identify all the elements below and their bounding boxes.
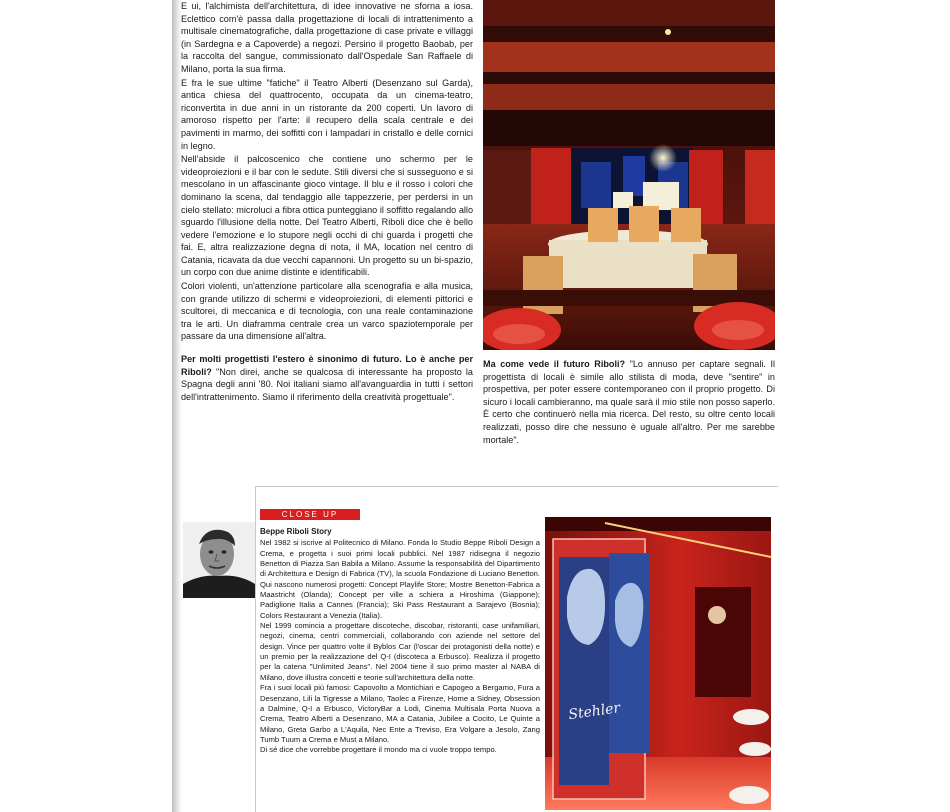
interview-question-2: Ma come vede il futuro Riboli? (483, 359, 626, 369)
beppe-riboli-portrait (183, 522, 255, 598)
interview-answer-2: "Lo annuso per captare segnali. Il progettista di locali è simile allo stilista di moda, deve "sentire" in prospettiva, per poter essere contemporaneo con il proprio progetto. Di sicuro i locali cambieranno, ma quale sarà il mio stile non posso saperlo. È certo che continuerò nella mia ricerca. Del resto, su oltre cento locali realizzati, posso dire che nessuno è uguale all'altro. Per me sarebbe mortale". (483, 359, 776, 445)
poster-signature: Stehler (567, 700, 622, 724)
bio-paragraph: Nel 1999 comincia a progettare discoteche, discobar, ristoranti, case unifamiliari, negozi, cinema, centri commerciali, collaborando con aziende nel settore del design. Vince per quattro volte il Byblos Car (l'oscar dei protagonisti della notte) e un premio per la realizzazione del Q-I (discoteca a Erbusco). Realizza il progetto per la catena "Unlimited Jeans". Nel 2004 tiene il suo primo master al NABA di Milano, dove illustra concetti e teorie sull'architettura della notte. (260, 621, 540, 682)
interview-exchange-1 (181, 353, 473, 403)
article-left-column (181, 0, 473, 404)
club-interior-photo (545, 517, 771, 810)
article-paragraph: Colori violenti, un'attenzione particolare alla scenografia e alla musica, con grande utilizzo di schermi e videoproiezioni, di elementi pittorici e scultorei, di meccanica e di tecnologia, con una reale contaminazione tra le arti. Un diaframma centrale crea un varco spaziotemporale per passare da una dimensione all'altra. (181, 281, 473, 342)
article-paragraph: E ui, l'alchimista dell'architettura, di idee innovative ne sforna a iosa. Eclettico com'è passa dalla progettazione di locali di intrattenimento a multisale cinematografiche, dalla progettazione di case private e villaggi (in Sardegna e a Capoverde) a negozi. Persino il progetto Baobab, per la raccolta del sangue, commissionato dall'Ospedale San Raffaele di Milano, porta la sua firma. (181, 1, 473, 74)
bio-paragraph: Fra i suoi locali più famosi: Capovolto a Montichiari e Capogeo a Bergamo, Fura a Desenzano, Lili la Tigresse a Milano, Taolec a Firenze, Home a Sidney, Obsession a Dalmine, Q-I a Erbusco, VictoryBar a Lodi, Cinema Multisala Porta Nuova a Crema, Teatro Alberti a Desenzano, MA a Catania, Jubilee a Cocito, Le Quinte a Milano, Greta Garbo a L'Aquila, Nec Ente a Treviso, Era Volgare a Jesolo, Zang Tumb Tuum a Crema e Must a Milano. (260, 683, 540, 744)
close-up-bio (260, 527, 540, 756)
bio-title: Beppe Riboli Story (260, 527, 332, 536)
bio-paragraph: Di sé dice che vorrebbe progettare il mondo ma ci vuole troppo tempo. (260, 745, 497, 755)
box-left-rule (255, 486, 256, 812)
close-up-label: CLOSE UP (260, 509, 360, 520)
interview-answer-1: "Non direi, anche se qualcosa di interessante ha proposto la Spagna degli anni '80. Noi italiani siamo all'avanguardia in tutti i settori dell'intrattenimento. Siamo il riferimento della creatività progettuale". (181, 366, 473, 402)
bio-paragraph: Nel 1982 si iscrive al Politecnico di Milano. Fonda lo Studio Beppe Riboli Design a Crema, e progetta i suoi primi locali pubblici. Nel 1987 ridisegna il negozio Benetton di Piazza San Babila a Milano. Assume la responsabilità del Dipartimento di Architettura e Design di Fabrica (TV), la scuola Fondazione di Luciano Benetton. Qui nascono numerosi progetti: Concept Playlife Store; Mostre Benetton-Fabrica a Maastricht (Olanda); Concept per ville a schiera a Hiroshima (Giappone); Padiglione Italia a Cannes (Francia); Ski Pass Restaurant a Sarajevo (Bosnia); Colors Restaurant a Venezia (Italia). (260, 538, 540, 620)
box-top-rule (256, 486, 778, 487)
article-right-column (483, 358, 775, 446)
teatro-alberti-photo (483, 0, 775, 350)
article-paragraph: Nell'abside il palcoscenico che contiene uno schermo per le videoproiezioni e il bar con le sedute. Stili diversi che si susseguono e si mescolano in un affascinante gioco vintage. Il blu e il rosso i colori che dominano la scena, dal tendaggio alle tappezzerie, per perdersi in un cielo stellato: microluci a fibra ottica punteggiano il soffitto regalando allo sguardo l'illusione della notte. Del Teatro Alberti, Riboli dice che è bello vedere l'emozione e lo stupore negli occhi di chi guarda i progetti che fai. E, altra realizzazione degna di nota, il MA, location nel centro di Catania, ricavata da due vecchi capannoni. Un progetto su un bi-spazio, un corpo con due anime distinte e identificabili. (181, 154, 473, 278)
interview-question-1: Per molti progettisti l'estero è sinonimo di futuro. Lo è anche per Riboli? (181, 354, 473, 377)
article-paragraph: E fra le sue ultime "fatiche" il Teatro Alberti (Desenzano sul Garda), antica chiesa del quattrocento, occupata da un cinema-teatro, riconvertita in due anni in un ristorante da 200 coperti. Un lavoro di amoroso rispetto per l'arte: il recupero della scala centrale e dei pavimenti in marmo, dei soffitti con i lampadari in cristallo e delle cornici in legno. (181, 77, 473, 151)
